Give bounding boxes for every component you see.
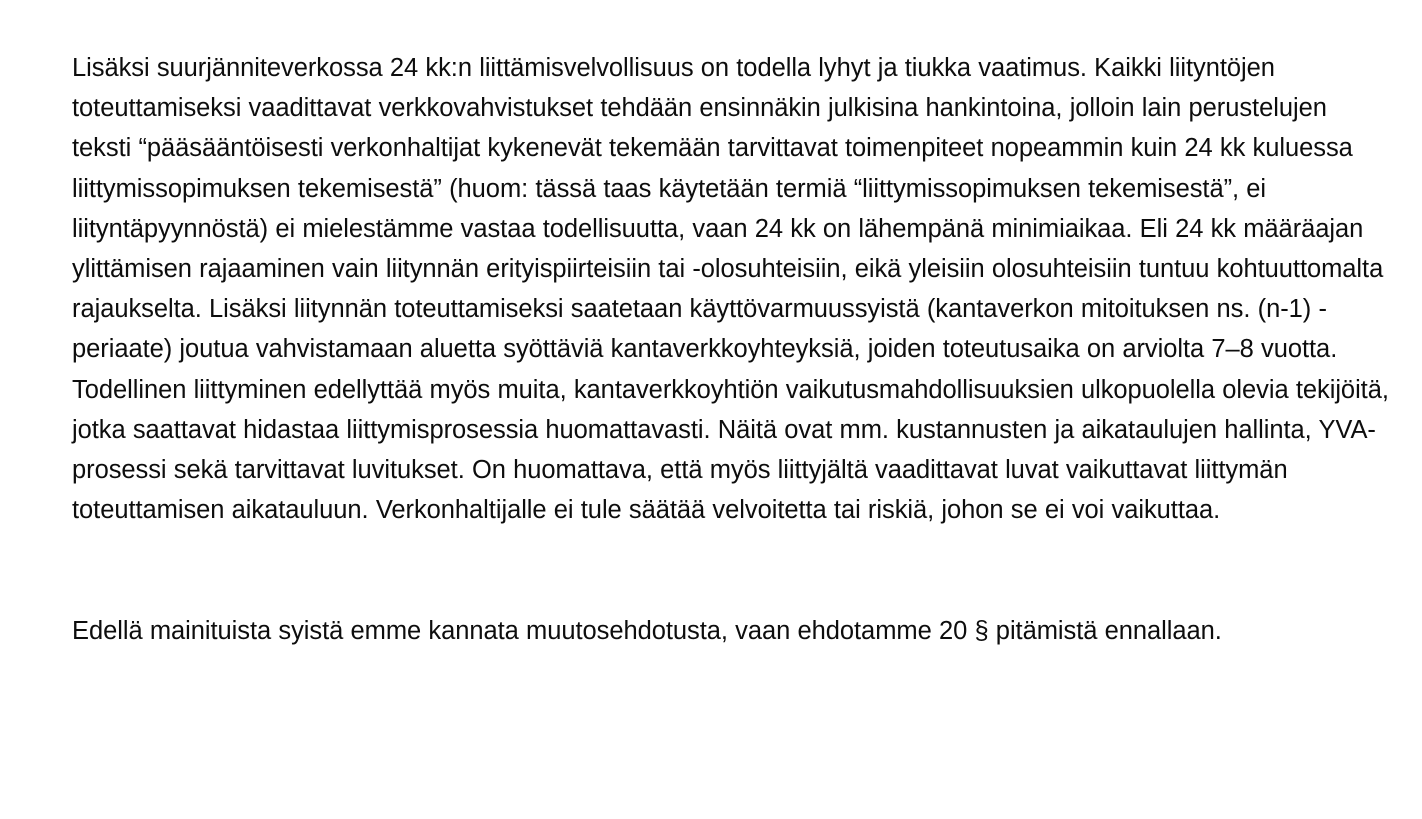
paragraph-spacer <box>72 530 1392 570</box>
document-body <box>72 48 1392 651</box>
body-paragraph-1: Lisäksi suurjänniteverkossa 24 kk:n liittämisvelvollisuus on todella lyhyt ja tiukka vaatimus. Kaikki liityntöjen toteuttamiseksi vaadittavat verkkovahvistukset tehdään ensinnäkin julkisina hankintoina, jolloin lain perustelujen teksti “pääsääntöisesti verkonhaltijat kykenevät tekemään tarvittavat toimenpiteet nopeammin kuin 24 kk kuluessa liittymissopimuksen tekemisestä” (huom: tässä taas käytetään termiä “liittymissopimuksen tekemisestä”, ei liityntäpyynnöstä) ei mielestämme vastaa todellisuutta, vaan 24 kk on lähempänä minimiaikaa. Eli 24 kk määräajan ylittämisen rajaaminen vain liitynnän erityispiirteisiin tai -olosuhteisiin, eikä yleisiin olosuhteisiin tuntuu kohtuuttomalta rajaukselta. Lisäksi liitynnän toteuttamiseksi saatetaan käyttövarmuussyistä (kantaverkon mitoituksen ns. (n-1) -periaate) joutua vahvistamaan aluetta syöttäviä kantaverkkoyhteyksiä, joiden toteutusaika on arviolta 7–8 vuotta. Todellinen liittyminen edellyttää myös muita, kantaverkkoyhtiön vaikutusmahdollisuuksien ulkopuolella olevia tekijöitä, jotka saattavat hidastaa liittymisprosessia huomattavasti. Näitä ovat mm. kustannusten ja aikataulujen hallinta, YVA-prosessi sekä tarvittavat luvitukset. On huomattava, että myös liittyjältä vaadittavat luvat vaikuttavat liittymän toteuttamisen aikatauluun. Verkonhaltijalle ei tule säätää velvoitetta tai riskiä, johon se ei voi vaikuttaa. <box>72 54 1389 525</box>
paragraph-spacer-2 <box>72 571 1392 611</box>
body-paragraph-2: Edellä mainituista syistä emme kannata muutosehdotusta, vaan ehdotamme 20 § pitämistä ennallaan. <box>72 616 1222 645</box>
